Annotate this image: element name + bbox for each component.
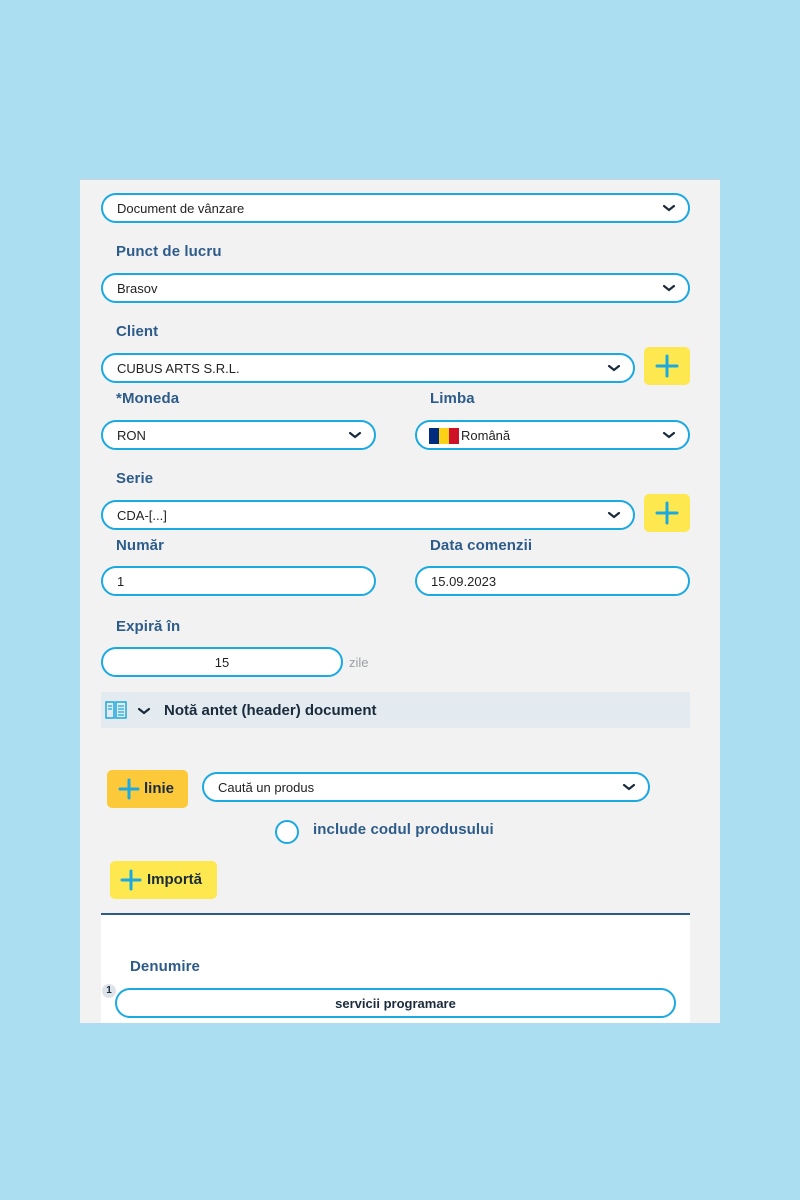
product-search-placeholder: Caută un produs (218, 780, 315, 795)
import-label: Importă (147, 871, 203, 888)
expires-label: Expiră în (116, 618, 181, 635)
romania-flag-icon (429, 428, 459, 444)
work-point-select[interactable] (101, 273, 690, 303)
lines-header-name: Denumire (130, 958, 200, 975)
order-date-label: Data comenzii (430, 537, 533, 554)
chevron-down-icon (662, 203, 676, 213)
currency-value: RON (117, 428, 146, 443)
chevron-down-icon (137, 706, 151, 716)
order-date-value: 15.09.2023 (431, 574, 497, 589)
language-label: Limba (430, 390, 475, 407)
plus-icon (118, 778, 140, 800)
expires-input[interactable] (101, 647, 343, 677)
currency-label (116, 390, 179, 407)
chevron-down-icon (622, 782, 636, 792)
header-note-bar[interactable] (101, 692, 690, 728)
order-date-input[interactable] (415, 566, 690, 596)
chevron-down-icon (607, 510, 621, 520)
series-label: Serie (116, 470, 154, 487)
chevron-down-icon (662, 283, 676, 293)
plus-icon (655, 501, 679, 525)
expires-unit: zile (349, 655, 369, 670)
chevron-down-icon (348, 430, 362, 440)
series-value: CDA-[...] (117, 508, 167, 523)
import-button[interactable] (110, 861, 217, 899)
include-code-label: include codul produsului (313, 821, 494, 838)
header-note-label: Notă antet (header) document (164, 702, 377, 719)
number-input[interactable] (101, 566, 376, 596)
document-type-value: Document de vânzare (117, 201, 245, 216)
order-form-panel (80, 179, 720, 1023)
plus-icon (120, 869, 142, 891)
line-index-badge: 1 (102, 984, 116, 998)
series-select[interactable] (101, 500, 635, 530)
chevron-down-icon (662, 430, 676, 440)
add-line-label: linie (144, 780, 175, 797)
client-label: Client (116, 323, 159, 340)
line-name-value: servicii programare (335, 996, 456, 1011)
language-select[interactable] (415, 420, 690, 450)
add-client-button[interactable] (644, 347, 690, 385)
include-code-radio[interactable] (275, 820, 299, 844)
line-name-input[interactable] (115, 988, 676, 1018)
product-search-select[interactable] (202, 772, 650, 802)
client-select[interactable] (101, 353, 635, 383)
currency-label-text: Moneda (121, 390, 180, 407)
work-point-label: Punct de lucru (116, 243, 222, 260)
number-value: 1 (117, 574, 125, 589)
expires-value: 15 (214, 655, 230, 670)
chevron-down-icon (607, 363, 621, 373)
client-value: CUBUS ARTS S.R.L. (117, 361, 240, 376)
required-mark: * (116, 390, 122, 407)
add-series-button[interactable] (644, 494, 690, 532)
work-point-value: Brasov (117, 281, 158, 296)
currency-select[interactable] (101, 420, 376, 450)
plus-icon (655, 354, 679, 378)
language-value: Română (461, 428, 511, 443)
document-note-icon (105, 700, 127, 720)
number-label: Număr (116, 537, 165, 554)
add-line-button[interactable] (107, 770, 188, 808)
document-type-select[interactable] (101, 193, 690, 223)
lines-divider (101, 913, 690, 915)
